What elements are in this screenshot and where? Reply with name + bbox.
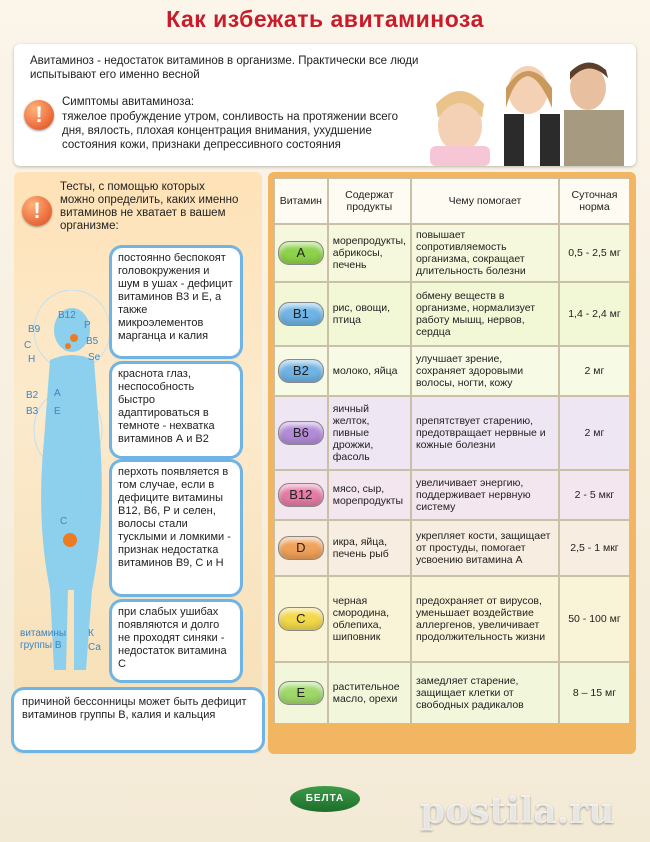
exclamation-icon: ! xyxy=(24,100,54,130)
foods-cell: рис, овощи, птица xyxy=(328,282,411,346)
vitamin-cell xyxy=(274,346,328,396)
foods-cell: яичный желток, пивные дрожжи, фасоль xyxy=(328,396,411,470)
vitamin-capsule-icon: Е xyxy=(278,681,324,705)
vitamin-cell xyxy=(274,662,328,724)
symptoms-text: тяжелое пробуждение утром, сонливость на протяжении всего дня, вялость, плохая концентрация внимания, ухудшение состояния кожи, признаки депрессивного состояния xyxy=(62,111,399,151)
table-body xyxy=(274,224,630,724)
table-row xyxy=(274,662,630,724)
daily-norm-cell: 2 мг xyxy=(559,396,630,470)
vitamin-cell xyxy=(274,282,328,346)
foods-cell: молоко, яйца xyxy=(328,346,411,396)
benefit-cell: обмену веществ в организме, нормализует работу мышц, нервов, сердца xyxy=(411,282,559,346)
watermark: postila.ru xyxy=(420,790,615,832)
table-row xyxy=(274,282,630,346)
table-row xyxy=(274,224,630,282)
vitamin-table xyxy=(274,178,630,724)
test-bubble: при слабых ушибах появляются и долго не проходят синяки - недостаток витамина С xyxy=(112,602,240,680)
vitamin-label: Н xyxy=(28,354,36,365)
table-row xyxy=(274,470,630,520)
vitamin-capsule-icon: В6 xyxy=(278,421,324,445)
page-title: Как избежать авитаминоза xyxy=(166,6,484,32)
vitamin-label: Se xyxy=(88,352,101,363)
test-bubble: постоянно беспокоят головокружения и шум в ушах - дефицит витаминов В3 и Е, а также микроэлементов марганца и калия xyxy=(112,248,240,356)
intro-text: Авитаминоз - недостаток витаминов в организме. Практически все люди испытывают его именно весной xyxy=(30,55,419,81)
vitamin-cell xyxy=(274,470,328,520)
daily-norm-cell: 2,5 - 1 мкг xyxy=(559,520,630,576)
table-header-row xyxy=(274,178,630,224)
vitamin-capsule-icon: А xyxy=(278,241,324,265)
benefit-cell: улучшает зрение, сохраняет здоровыми волосы, ногти, кожу xyxy=(411,346,559,396)
vitamin-label: Са xyxy=(88,642,101,653)
family-photo xyxy=(420,48,630,166)
exclamation-icon: ! xyxy=(22,196,52,226)
vitamin-label: В5 xyxy=(86,336,99,347)
vitamin-label: Е xyxy=(54,406,61,417)
daily-norm-cell: 2 мг xyxy=(559,346,630,396)
benefit-cell: предохраняет от вирусов, уменьшает воздействие аллергенов, увеличивает продолжительность жизни xyxy=(411,576,559,662)
daily-norm-cell: 0,5 - 2,5 мг xyxy=(559,224,630,282)
vitamin-label: К xyxy=(88,628,94,639)
test-bubble: краснота глаз, неспособность быстро адаптироваться в темноте - нехватка витаминов А и В2 xyxy=(112,364,240,456)
daily-norm-cell: 2 - 5 мкг xyxy=(559,470,630,520)
vitamin-label: А xyxy=(54,388,61,399)
column-header: Содержат продукты xyxy=(328,178,411,224)
foods-cell: морепродукты, абрикосы, печень xyxy=(328,224,411,282)
vitamin-capsule-icon: С xyxy=(278,607,324,631)
column-header: Суточная норма xyxy=(559,178,630,224)
table-row xyxy=(274,396,630,470)
benefit-cell: укрепляет кости, защищает от простуды, помогает усвоению витамина А xyxy=(411,520,559,576)
vitamin-b-group-label: витамины группы В xyxy=(20,628,67,651)
vitamin-cell xyxy=(274,520,328,576)
vitamin-cell xyxy=(274,396,328,470)
daily-norm-cell: 1,4 - 2,4 мг xyxy=(559,282,630,346)
vitamin-capsule-icon: В2 xyxy=(278,359,324,383)
vitamin-capsule-icon: В12 xyxy=(278,483,324,507)
vitamin-capsule-icon: D xyxy=(278,536,324,560)
belta-logo: БЕЛТА xyxy=(290,786,360,812)
vitamin-label: С xyxy=(60,516,68,527)
insomnia-note: причиной бессонницы может быть дефицит витаминов группы В, калия и кальция xyxy=(14,690,262,750)
vitamin-cell xyxy=(274,576,328,662)
daily-norm-cell: 8 – 15 мг xyxy=(559,662,630,724)
vitamin-label: В2 xyxy=(26,390,39,401)
table-row xyxy=(274,576,630,662)
benefit-cell: замедляет старение, защищает клетки от свободных радикалов xyxy=(411,662,559,724)
vitamin-label: В9 xyxy=(28,324,41,335)
tests-text: Тесты, с помощью которых можно определить, каких именно витаминов не хватает в вашем организме: xyxy=(60,181,239,232)
vitamin-label: В3 xyxy=(26,406,39,417)
vitamin-label: С xyxy=(24,340,32,351)
benefit-cell: повышает сопротивляемость организма, сокращает длительность болезни xyxy=(411,224,559,282)
benefit-cell: увеличивает энергию, поддерживает нервную систему xyxy=(411,470,559,520)
table-row xyxy=(274,520,630,576)
column-header: Витамин xyxy=(274,178,328,224)
foods-cell: черная смородина, облепиха, шиповник xyxy=(328,576,411,662)
vitamin-label: В12 xyxy=(58,310,76,321)
benefit-cell: препятствует старению, предотвращает нервные и кожные болезни xyxy=(411,396,559,470)
symptoms-title: Симптомы авитаминоза: xyxy=(62,96,195,108)
foods-cell: растительное масло, орехи xyxy=(328,662,411,724)
column-header: Чему помогает xyxy=(411,178,559,224)
vitamin-capsule-icon: В1 xyxy=(278,302,324,326)
foods-cell: мясо, сыр, морепродукты xyxy=(328,470,411,520)
vitamin-label: Р xyxy=(84,320,91,331)
test-bubble: перхоть появляется в том случае, если в дефиците витамины В12, В6, Р и селен, волосы стали тусклыми и ломкими - признак недостатка витаминов В9, С и Н xyxy=(112,462,240,594)
foods-cell: икра, яйца, печень рыб xyxy=(328,520,411,576)
daily-norm-cell: 50 - 100 мг xyxy=(559,576,630,662)
vitamin-cell xyxy=(274,224,328,282)
woman-silhouette xyxy=(20,290,120,670)
table-row xyxy=(274,346,630,396)
